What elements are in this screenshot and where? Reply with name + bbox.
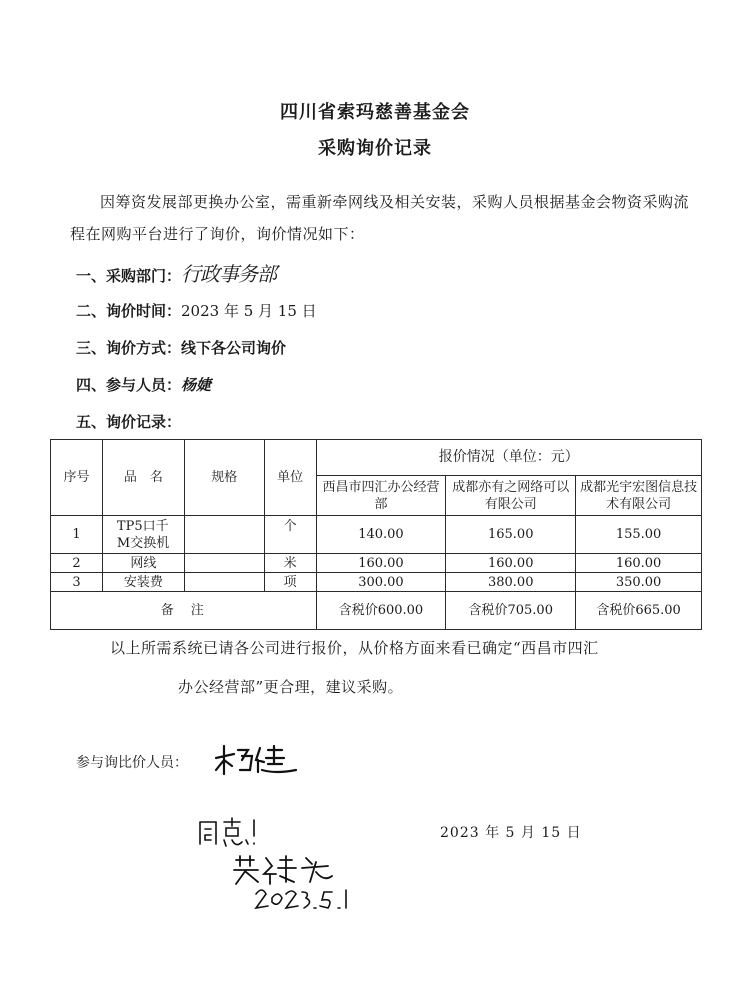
table-row <box>51 573 702 592</box>
header-quote-group: 报价情况（单位：元） <box>316 440 701 476</box>
row-1-seq: 1 <box>51 516 103 554</box>
conclusion-line-1: 以上所需系统已请各公司进行报价，从价格方面来看已确定“西昌市四汇 <box>110 639 599 657</box>
header-seq: 序号 <box>51 440 103 516</box>
intro-paragraph: 因筹资发展部更换办公室，需重新牵网线及相关安装，采购人员根据基金会物资采购流程在网购平台进行了询价，询价情况如下： <box>70 193 690 243</box>
row-1-price-3: 155.00 <box>576 516 702 554</box>
row-3-unit: 项 <box>264 573 316 592</box>
remark-label: 备 注 <box>51 592 317 630</box>
participant-signature <box>212 740 302 780</box>
section-people-label: 四、参与人员： <box>76 376 182 394</box>
quote-table <box>50 439 702 630</box>
conclusion-line-2: 办公经营部”更合理，建议采购。 <box>178 678 404 696</box>
approver-signature <box>232 852 342 888</box>
document-date: 2023 年 5 月 15 日 <box>440 825 582 841</box>
row-2-name: 网线 <box>102 554 184 573</box>
section-method <box>76 336 286 360</box>
header-vendor-3: 成都光宇宏图信息技术有限公司 <box>576 476 702 516</box>
table-remark-row <box>51 592 702 630</box>
header-vendor-2: 成都亦有之网络可以有限公司 <box>446 476 576 516</box>
row-3-price-1: 300.00 <box>316 573 446 592</box>
row-1-name: TP5口千M交换机 <box>102 516 184 554</box>
doc-title: 采购询价记录 <box>318 138 432 159</box>
approval-date-handwriting <box>254 884 354 912</box>
section-time <box>76 299 317 323</box>
total-vendor-3: 含税价665.00 <box>576 592 702 630</box>
dept-handwritten-value: 行政事务部 <box>181 262 277 286</box>
section-time-value: 2023 年 5 月 15 日 <box>181 302 317 320</box>
section-method-value: 线下各公司询价 <box>181 339 287 357</box>
header-vendor-1: 西昌市四汇办公经营部 <box>316 476 446 516</box>
section-record <box>76 410 181 434</box>
row-1-price-1: 140.00 <box>316 516 446 554</box>
participants-label: 参与询比价人员： <box>76 755 188 771</box>
header-unit: 单位 <box>264 440 316 516</box>
row-3-price-2: 380.00 <box>446 573 576 592</box>
section-time-label: 二、询价时间： <box>76 302 182 320</box>
section-method-label: 三、询价方式： <box>76 339 182 357</box>
total-vendor-1: 含税价600.00 <box>316 592 446 630</box>
section-people-value: 杨婕 <box>181 376 212 394</box>
section-dept-label: 一、采购部门： <box>76 267 182 285</box>
row-2-price-1: 160.00 <box>316 554 446 573</box>
header-spec: 规格 <box>184 440 264 516</box>
section-record-label: 五、询价记录： <box>76 413 182 431</box>
section-dept <box>76 262 276 286</box>
row-2-spec <box>184 554 264 573</box>
table-row <box>51 554 702 573</box>
org-title: 四川省索玛慈善基金会 <box>280 102 470 123</box>
row-2-seq: 2 <box>51 554 103 573</box>
row-2-price-3: 160.00 <box>576 554 702 573</box>
row-2-price-2: 160.00 <box>446 554 576 573</box>
row-3-name: 安装费 <box>102 573 184 592</box>
row-1-unit: 个 <box>264 516 316 554</box>
header-name: 品 名 <box>102 440 184 516</box>
row-1-spec <box>184 516 264 554</box>
section-people <box>76 373 211 397</box>
table-row <box>51 516 702 554</box>
row-2-unit: 米 <box>264 554 316 573</box>
row-3-spec <box>184 573 264 592</box>
row-3-seq: 3 <box>51 573 103 592</box>
row-3-price-3: 350.00 <box>576 573 702 592</box>
row-1-price-2: 165.00 <box>446 516 576 554</box>
total-vendor-2: 含税价705.00 <box>446 592 576 630</box>
approval-handwriting <box>196 816 276 850</box>
